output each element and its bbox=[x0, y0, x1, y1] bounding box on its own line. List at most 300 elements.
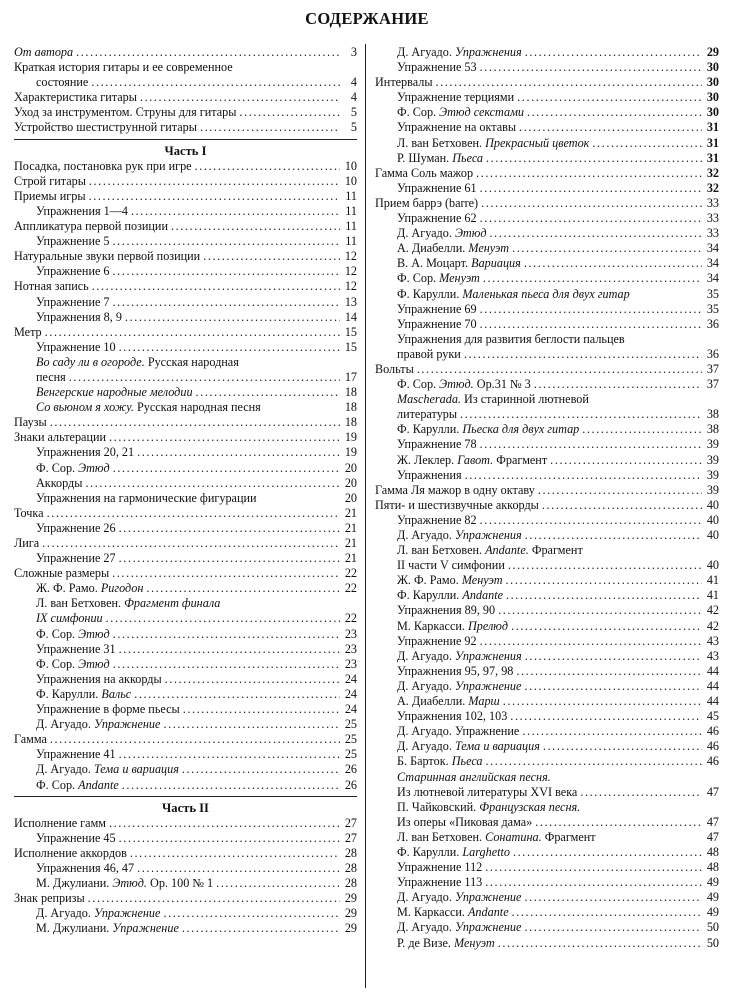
entry-title-part: Гавот. bbox=[457, 452, 494, 467]
entry-title bbox=[397, 377, 531, 392]
entry-title bbox=[397, 468, 462, 483]
toc-entry bbox=[14, 816, 357, 831]
entry-title-part: Упражнение bbox=[454, 890, 522, 905]
page-number: 15 bbox=[344, 339, 357, 354]
entry-title bbox=[36, 687, 131, 702]
page-number: 39 bbox=[706, 437, 719, 452]
entry-title-part: Упражнения 102, 103 bbox=[397, 709, 508, 724]
entry-title-part: Larghetto bbox=[462, 844, 510, 859]
toc-entry bbox=[375, 588, 719, 603]
dot-leader bbox=[125, 310, 340, 325]
page-number: 34 bbox=[706, 256, 719, 271]
page-number: 20 bbox=[344, 490, 357, 505]
page-number: 39 bbox=[706, 467, 719, 482]
entry-title-part: Упражнение 10 bbox=[36, 339, 116, 354]
page-number: 31 bbox=[706, 120, 719, 135]
dot-leader bbox=[140, 90, 340, 105]
entry-title-part: Ф. Сор. bbox=[397, 271, 440, 286]
entry-title bbox=[36, 445, 134, 460]
entry-title-part: Французская песня. bbox=[479, 799, 581, 814]
entry-title bbox=[14, 325, 42, 340]
entry-title bbox=[397, 558, 505, 573]
toc-entry bbox=[375, 815, 719, 830]
entry-title-part: Из старинной лютневой bbox=[460, 392, 589, 407]
entry-title bbox=[14, 174, 86, 189]
dot-leader bbox=[506, 573, 702, 588]
toc-entry bbox=[375, 377, 719, 392]
entry-title bbox=[36, 461, 110, 476]
entry-title-part: Р. де Визе. bbox=[397, 935, 454, 950]
dot-leader bbox=[480, 181, 702, 196]
page-number: 36 bbox=[706, 316, 719, 331]
page-number: 49 bbox=[706, 875, 719, 890]
entry-title bbox=[36, 702, 180, 717]
entry-title-part: Упражнение 31 bbox=[36, 641, 116, 656]
entry-title bbox=[36, 355, 357, 370]
toc-entry bbox=[375, 211, 719, 226]
entry-title bbox=[36, 385, 193, 400]
dot-leader bbox=[112, 566, 340, 581]
entry-title bbox=[397, 256, 521, 271]
page-number: 23 bbox=[344, 626, 357, 641]
dot-leader bbox=[113, 461, 340, 476]
entry-title-part: Упражнение 112 bbox=[397, 860, 483, 875]
entry-title-part: Упражнения 46, 47 bbox=[36, 860, 135, 875]
dot-leader bbox=[137, 861, 340, 876]
entry-title-part: Д. Агуадо. bbox=[397, 890, 455, 905]
entry-title-part: Упражнения на гармонические фигурации bbox=[36, 490, 257, 505]
toc-entry bbox=[14, 831, 357, 846]
entry-title-part: Упражнение 27 bbox=[36, 551, 116, 566]
toc-entry bbox=[14, 90, 357, 105]
page-number: 30 bbox=[706, 105, 719, 120]
dot-leader bbox=[113, 234, 340, 249]
entry-title bbox=[397, 830, 596, 845]
entry-title bbox=[397, 241, 509, 256]
entry-title-part: Д. Агуадо. bbox=[397, 45, 455, 59]
page-number: 49 bbox=[706, 890, 719, 905]
dot-leader bbox=[480, 317, 702, 332]
entry-title bbox=[397, 392, 719, 407]
entry-title-part: Упражнение терциями bbox=[397, 90, 515, 105]
entry-title-part: От автора bbox=[14, 45, 74, 59]
page-number: 38 bbox=[706, 407, 719, 422]
entry-title bbox=[397, 422, 579, 437]
entry-title-part: состояние bbox=[36, 75, 89, 90]
page-number: 32 bbox=[706, 180, 719, 195]
entry-title bbox=[397, 860, 482, 875]
page-number: 5 bbox=[350, 120, 357, 135]
entry-title-part: Устройство шестиструнной гитары bbox=[14, 120, 197, 135]
entry-title-part: Интервалы bbox=[375, 75, 433, 90]
entry-title-part: Упражнение bbox=[454, 678, 522, 693]
page-number: 15 bbox=[344, 324, 357, 339]
entry-title bbox=[375, 166, 473, 181]
entry-title-part: Пьеса bbox=[451, 754, 483, 769]
page-number: 44 bbox=[706, 663, 719, 678]
entry-title bbox=[397, 664, 513, 679]
entry-title-part: А. Диабелли. bbox=[397, 241, 469, 256]
page-number: 35 bbox=[706, 286, 719, 301]
page-number: 29 bbox=[344, 891, 357, 906]
toc-entry bbox=[14, 174, 357, 189]
entry-title-part: Упражнение на октавы bbox=[397, 120, 517, 135]
page-number: 43 bbox=[706, 648, 719, 663]
toc-entry bbox=[375, 694, 719, 709]
entry-title-part: Менуэт bbox=[468, 241, 510, 256]
toc-entry bbox=[375, 875, 719, 890]
toc-entry bbox=[14, 642, 357, 657]
dot-leader bbox=[506, 588, 702, 603]
entry-title-part: Вольты bbox=[375, 361, 414, 376]
entry-title-part: Старинная английская песня. bbox=[397, 769, 551, 784]
page-number: 31 bbox=[706, 135, 719, 150]
page-number: 46 bbox=[706, 724, 719, 739]
toc-entry bbox=[14, 204, 357, 219]
page-number: 19 bbox=[344, 430, 357, 445]
dot-leader bbox=[582, 422, 702, 437]
entry-title bbox=[397, 724, 519, 739]
toc-entry bbox=[375, 468, 719, 483]
page-number: 4 bbox=[350, 90, 357, 105]
dot-leader bbox=[119, 521, 340, 536]
page-number: 20 bbox=[344, 475, 357, 490]
entry-title-part: Упражнение 61 bbox=[397, 180, 477, 195]
toc-entry bbox=[14, 687, 357, 702]
entry-title-part: песня bbox=[36, 369, 66, 384]
entry-title bbox=[36, 672, 162, 687]
dot-leader bbox=[50, 732, 340, 747]
entry-title-part: Тема и вариация bbox=[93, 762, 179, 777]
entry-title bbox=[14, 249, 200, 264]
entry-title-part: Д. Агуадо. bbox=[397, 226, 455, 241]
entry-title-part: Ж. Леклер. bbox=[397, 452, 458, 467]
entry-title bbox=[36, 717, 160, 732]
page-number: 13 bbox=[344, 294, 357, 309]
toc-entry bbox=[14, 491, 357, 506]
dot-leader bbox=[239, 105, 340, 120]
entry-title-part: Упражнение в форме пьесы bbox=[36, 702, 180, 717]
toc-entry-line bbox=[375, 332, 719, 347]
entry-title-part: П. Чайковский. bbox=[397, 799, 480, 814]
entry-title bbox=[397, 588, 503, 603]
page-number: 12 bbox=[344, 279, 357, 294]
page-number: 12 bbox=[344, 264, 357, 279]
section-rule bbox=[14, 796, 357, 797]
toc-entry bbox=[14, 506, 357, 521]
entry-title-part: Д. Агуадо. bbox=[397, 528, 455, 542]
entry-title bbox=[397, 905, 509, 920]
dot-leader bbox=[524, 920, 702, 935]
section-rule bbox=[14, 139, 357, 140]
entry-title bbox=[14, 279, 89, 294]
toc-entry bbox=[14, 702, 357, 717]
entry-title-part: Аппликатура первой позиции bbox=[14, 219, 168, 234]
entry-title-part: Упражнение 41 bbox=[36, 747, 116, 762]
entry-title-part: Фрагмент bbox=[528, 543, 583, 558]
page-number: 37 bbox=[706, 361, 719, 376]
dot-leader bbox=[510, 709, 702, 724]
toc-entry bbox=[375, 90, 719, 105]
entry-title bbox=[14, 816, 106, 831]
toc-entry bbox=[14, 105, 357, 120]
dot-leader bbox=[527, 105, 702, 120]
dot-leader bbox=[171, 219, 340, 234]
toc-entry bbox=[375, 181, 719, 196]
entry-title bbox=[36, 627, 110, 642]
dot-leader bbox=[542, 498, 702, 513]
page-number: 19 bbox=[344, 445, 357, 460]
toc-entry bbox=[14, 279, 357, 294]
page-number: 44 bbox=[706, 678, 719, 693]
entry-title-part: Этюд bbox=[454, 226, 487, 241]
entry-title-part: Ф. Сор. bbox=[36, 656, 79, 671]
entry-title-part: Менуэт bbox=[453, 935, 495, 950]
entry-title-part: Упражнения bbox=[454, 648, 522, 663]
entry-title bbox=[397, 211, 477, 226]
entry-title-part: Упражнение 26 bbox=[36, 520, 116, 535]
toc-entry bbox=[14, 861, 357, 876]
page-number: 29 bbox=[344, 921, 357, 936]
entry-title-part: Andante bbox=[78, 777, 119, 792]
toc-entry bbox=[14, 310, 357, 325]
toc-entry bbox=[14, 876, 357, 891]
dot-leader bbox=[113, 627, 340, 642]
page-number: 21 bbox=[344, 520, 357, 535]
dot-leader bbox=[182, 762, 340, 777]
dot-leader bbox=[480, 60, 702, 75]
dot-leader bbox=[525, 45, 702, 60]
toc-entry bbox=[375, 845, 719, 860]
dot-leader bbox=[524, 679, 702, 694]
page-number: 30 bbox=[706, 90, 719, 105]
entry-title-part: Этюд bbox=[78, 656, 110, 671]
toc-entry bbox=[375, 60, 719, 75]
page-number: 12 bbox=[344, 249, 357, 264]
entry-title bbox=[36, 204, 128, 219]
entry-title-part: Натуральные звуки первой позиции bbox=[14, 249, 201, 264]
entry-title-part: М. Каркасси. bbox=[397, 618, 468, 633]
page-number: 25 bbox=[344, 732, 357, 747]
entry-title bbox=[397, 181, 477, 196]
dot-leader bbox=[131, 204, 340, 219]
toc-entry bbox=[375, 724, 719, 739]
entry-title-part: Ж. Ф. Рамо. bbox=[36, 581, 101, 596]
toc-entry bbox=[375, 513, 719, 528]
entry-title-part: Упражнения на аккорды bbox=[36, 671, 162, 686]
entry-title bbox=[397, 528, 522, 543]
entry-title-part: Упражнение bbox=[112, 921, 179, 936]
page-number: 25 bbox=[344, 717, 357, 732]
page-number: 28 bbox=[344, 860, 357, 875]
toc-entry bbox=[14, 430, 357, 445]
page-number: 39 bbox=[706, 452, 719, 467]
dot-leader bbox=[498, 603, 702, 618]
entry-title-part: Op.31 № 3 bbox=[473, 377, 531, 392]
page-number: 11 bbox=[345, 234, 357, 249]
entry-title-part: IX симфонии bbox=[36, 611, 103, 626]
dot-leader bbox=[88, 891, 340, 906]
entry-title-part: Менуэт bbox=[439, 271, 480, 286]
entry-title-part: Исполнение гамм bbox=[14, 815, 107, 830]
toc-entry bbox=[375, 422, 719, 437]
entry-title-part: Р. Шуман. bbox=[397, 150, 453, 165]
page-number: 40 bbox=[706, 558, 719, 573]
page-number: 41 bbox=[706, 573, 719, 588]
toc-entry bbox=[375, 166, 719, 181]
toc-entry bbox=[14, 566, 357, 581]
entry-title bbox=[397, 226, 487, 241]
page-number: 47 bbox=[706, 784, 719, 799]
entry-title-part: Фрагмент bbox=[541, 829, 596, 844]
entry-title bbox=[397, 347, 461, 362]
entry-title-part: Краткая история гитары и ее современное bbox=[14, 60, 233, 75]
dot-leader bbox=[113, 295, 340, 310]
entry-title bbox=[397, 543, 719, 558]
entry-title-part: Гамма bbox=[14, 732, 47, 747]
page-number: 25 bbox=[344, 747, 357, 762]
entry-title-part: Упражнение bbox=[454, 920, 522, 935]
entry-title-part: Маленькая пьеса для двух гитар bbox=[462, 286, 630, 301]
entry-title-part: Ф. Карулли. bbox=[397, 422, 463, 437]
entry-title-part: Строй гитары bbox=[14, 173, 86, 188]
toc-entry bbox=[375, 437, 719, 452]
entry-title-part: Упражнение 92 bbox=[397, 633, 477, 648]
entry-title bbox=[397, 573, 503, 588]
dot-leader bbox=[163, 717, 340, 732]
toc-entry bbox=[375, 271, 719, 286]
entry-title bbox=[397, 120, 516, 135]
entry-title-part: Тема и вариация bbox=[454, 739, 540, 754]
entry-title bbox=[397, 407, 457, 422]
page-number: 24 bbox=[344, 702, 357, 717]
page-number: 38 bbox=[706, 422, 719, 437]
entry-title-part: Упражнение 78 bbox=[397, 437, 477, 452]
entry-title bbox=[397, 785, 577, 800]
entry-title bbox=[36, 831, 116, 846]
dot-leader bbox=[47, 506, 340, 521]
toc-entry bbox=[14, 536, 357, 551]
toc-entry bbox=[375, 136, 719, 151]
page-number: 36 bbox=[706, 346, 719, 361]
entry-title bbox=[397, 815, 532, 830]
entry-title-part: Паузы bbox=[14, 415, 47, 430]
entry-title-part: Упражнения bbox=[454, 528, 522, 542]
dot-leader bbox=[203, 249, 340, 264]
entry-title bbox=[397, 105, 524, 120]
entry-title-part: Б. Барток. bbox=[397, 754, 452, 769]
page-number: 30 bbox=[706, 60, 719, 75]
entry-title bbox=[397, 800, 719, 815]
toc-column-right bbox=[375, 45, 719, 951]
toc-entry bbox=[375, 483, 719, 498]
toc-entry bbox=[375, 754, 719, 769]
entry-title bbox=[397, 619, 508, 634]
entry-title-part: М. Каркасси. bbox=[397, 905, 468, 920]
entry-title-part: Mascherada. bbox=[397, 392, 461, 407]
dot-leader bbox=[483, 271, 702, 286]
entry-title bbox=[36, 642, 116, 657]
entry-title bbox=[36, 861, 134, 876]
entry-title-part: Русская народная песня bbox=[133, 400, 261, 415]
entry-title-part: Этюд. bbox=[112, 876, 147, 891]
entry-title-part: Andante bbox=[462, 588, 503, 603]
entry-title-part: Лига bbox=[14, 536, 40, 550]
page-number: 11 bbox=[345, 188, 357, 203]
toc-entry bbox=[14, 264, 357, 279]
toc-entry bbox=[14, 521, 357, 536]
entry-title bbox=[14, 90, 137, 105]
entry-title-part: Д. Агуадо. bbox=[397, 648, 455, 663]
page-number: 23 bbox=[344, 641, 357, 656]
page-number: 42 bbox=[706, 603, 719, 618]
dot-leader bbox=[92, 279, 340, 294]
entry-title bbox=[36, 295, 110, 310]
toc-entry bbox=[375, 905, 719, 920]
toc-entry bbox=[14, 370, 357, 385]
entry-title bbox=[36, 921, 179, 936]
dot-leader bbox=[519, 120, 702, 135]
toc-entry bbox=[14, 921, 357, 936]
entry-title-part: Упражнения bbox=[397, 467, 462, 482]
dot-leader bbox=[517, 90, 702, 105]
page-number: 5 bbox=[350, 105, 357, 120]
toc-entry bbox=[14, 657, 357, 672]
entry-title bbox=[375, 362, 414, 377]
entry-title-part: Гамма Соль мажор bbox=[375, 165, 474, 180]
entry-title bbox=[14, 105, 236, 120]
toc-entry bbox=[14, 747, 357, 762]
dot-leader bbox=[525, 649, 702, 664]
entry-title bbox=[397, 920, 521, 935]
entry-title bbox=[14, 891, 85, 906]
entry-title bbox=[397, 679, 521, 694]
toc-entry bbox=[14, 219, 357, 234]
entry-title-part: Русская народная bbox=[144, 354, 239, 369]
page-number: 37 bbox=[706, 377, 719, 392]
dot-leader bbox=[119, 831, 340, 846]
entry-title-part: Упражнения bbox=[454, 45, 522, 59]
dot-leader bbox=[109, 816, 340, 831]
page-number: 33 bbox=[706, 226, 719, 241]
entry-title-part: Вариация bbox=[471, 256, 521, 271]
dot-leader bbox=[137, 445, 340, 460]
entry-title-part: Упражнения 20, 21 bbox=[36, 445, 135, 460]
entry-title-part: Вальс bbox=[101, 686, 132, 701]
dot-leader bbox=[183, 702, 340, 717]
entry-title-part: Упражнение bbox=[93, 717, 161, 732]
dot-leader bbox=[119, 340, 340, 355]
entry-title bbox=[36, 476, 82, 491]
toc-entry bbox=[14, 891, 357, 906]
entry-title-part: Д. Агуадо. bbox=[36, 906, 94, 921]
toc-entry bbox=[375, 347, 719, 362]
page-number: 27 bbox=[344, 815, 357, 830]
toc-entry bbox=[14, 295, 357, 310]
toc-entry-line bbox=[14, 355, 357, 370]
dot-leader bbox=[106, 611, 340, 626]
entry-title bbox=[36, 491, 257, 506]
toc-entry bbox=[14, 340, 357, 355]
entry-title bbox=[397, 271, 480, 286]
toc-entry bbox=[14, 778, 357, 793]
entry-title-part: Прием баррэ (barre) bbox=[375, 195, 479, 210]
toc-entry bbox=[14, 717, 357, 732]
dot-leader bbox=[480, 437, 702, 452]
entry-title-part: Точка bbox=[14, 505, 44, 520]
entry-title bbox=[397, 317, 477, 332]
dot-leader bbox=[543, 739, 702, 754]
